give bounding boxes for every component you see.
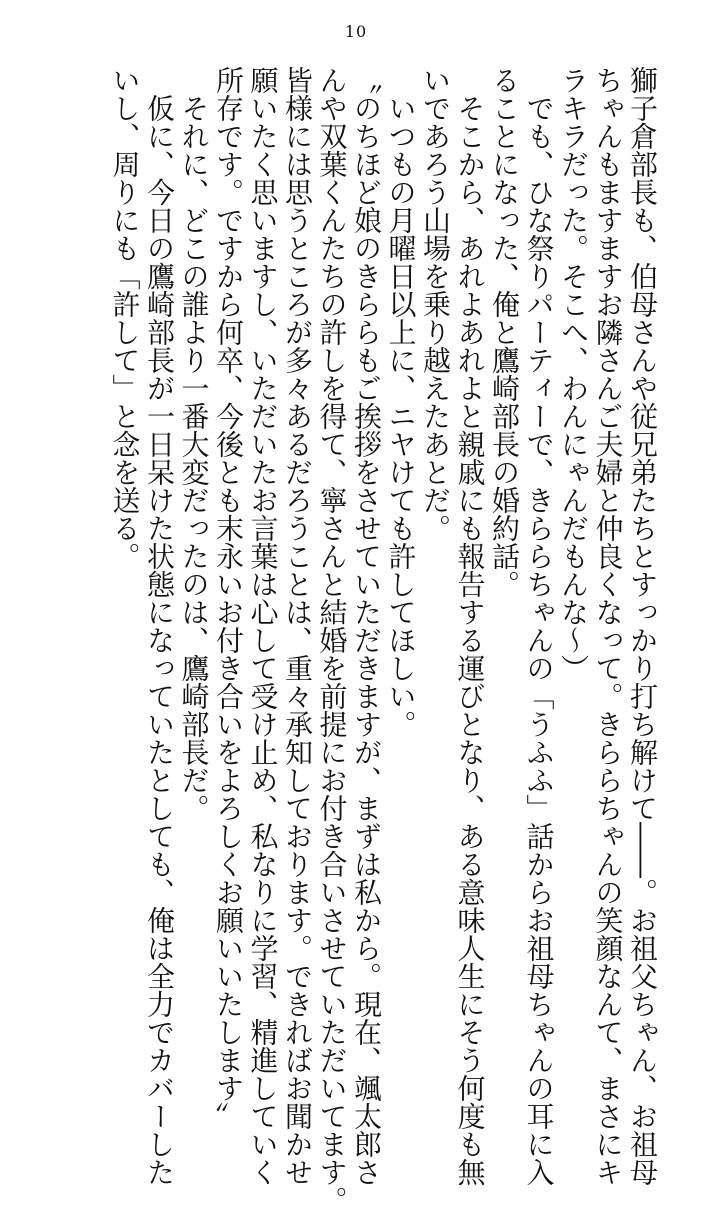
text-column: ちゃんもますますお隣さんご夫婦と仲良くなって。きららちゃんの笑顔なんて、まさにキ (591, 66, 625, 1186)
text-column: ることになった、俺と鷹崎部長の婚約話。 (488, 66, 521, 598)
text-column: でも、ひな祭りパーティーで、きららちゃんの「うふふ」話からお祖母ちゃんの耳に入 (522, 66, 556, 1186)
text-column (70, 66, 110, 966)
text-column: んや双葉くんたちの許しを得て、寧さんと結婚を前提にお付き合いさせていただいてます。 (315, 66, 349, 1214)
text-column: そこから、あれよあれよと親戚にも報告する運びとなり、ある意味人生にそう何度も無 (453, 66, 487, 1186)
text-column (36, 66, 76, 966)
text-column: いつもの月曜日以上に、ニヤけても許してほしい。 (384, 66, 418, 738)
text-column: それに、どこの誰より一番大変だったのは、鷹崎部長だ。 (177, 66, 211, 822)
text-column: いであろう山場を乗り越えたあとだ。 (419, 66, 452, 542)
text-column: ラキラだった。そこへ、わんにゃんだもんな～） (557, 66, 590, 682)
text-column: 獅子倉部長も、伯母さんや従兄弟たちとすっかり打ち解けて――。お祖父ちゃん、お祖母 (626, 66, 659, 1186)
text-column: 所存です。ですから何卒、今後とも末永いお付き合いをよろしくお願いいたします〟 (212, 66, 245, 1130)
vertical-text-block (42, 66, 662, 1214)
text-column: 願いたく思いますし、いただいたお言葉は心して受け止め、私なりに学習、精進していく (246, 66, 280, 1186)
text-column: 仮に、今日の鷹崎部長が一日呆けた状態になっていたとしても、俺は全力でカバーした (143, 66, 176, 1186)
text-column: 〝のちほど娘のきららもご挨拶をさせていただきますが、まずは私から。現在、颯太郎さ (350, 66, 383, 1186)
page-number: 10 (344, 22, 368, 41)
text-column: 皆様には思うところが多々あるだろうことは、重々承知しております。できればお聞かせ (281, 66, 314, 1186)
text-column: いし、周りにも「許して」と念を送る。 (108, 66, 142, 570)
